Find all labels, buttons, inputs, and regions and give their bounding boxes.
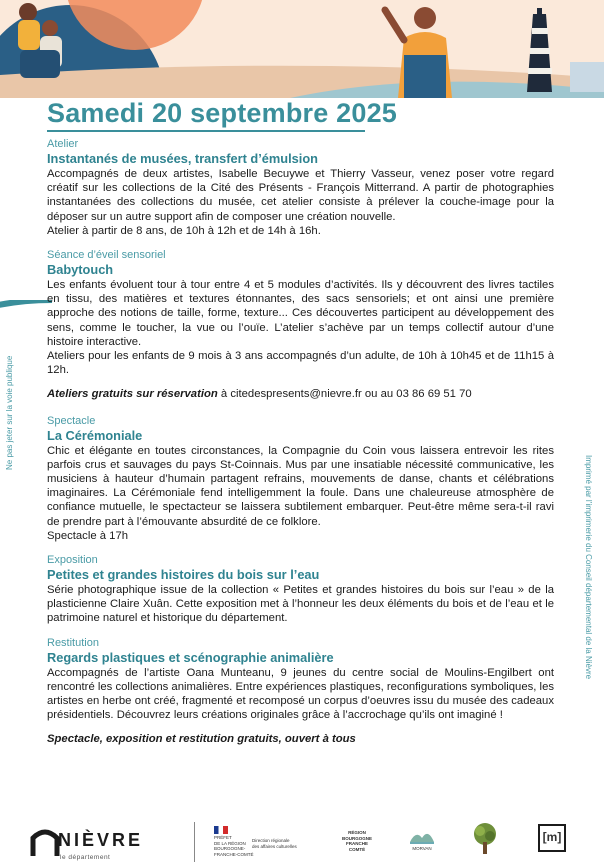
- prefet-line: BOURGOGNE-: [214, 846, 246, 851]
- section-body: [47, 444, 554, 543]
- region-line: RÉGION: [348, 830, 366, 835]
- section-category: Restitution: [47, 636, 99, 649]
- footer-divider: [194, 822, 195, 862]
- header-illustration: [0, 0, 604, 98]
- side-text-right: Imprimé par l’imprimerie du Conseil départemental de la Nièvre: [584, 455, 593, 680]
- region-line: COMTÉ: [348, 846, 366, 852]
- paragraph: Les enfants évoluent tour à tour entre 4 et 5 modules d’activités. Ils y découvrent des livres tactiles en tissu, des matières et textures étonnantes, des sacs sensoriels; et ont ainsi une première approche des notions de taille, forme, texture... Ces découvertes participent au développement des sens, comme le toucher, la vue ou l’ouïe. L’atelier s’achève par un temps collectif autour d’une histoire interactive.: [47, 279, 554, 348]
- closing-note: Spectacle, exposition et restitution gratuits, ouvert à tous: [47, 733, 356, 746]
- section-category: Atelier: [47, 138, 79, 150]
- section-body: [47, 583, 554, 626]
- drac-line: Direction régionale: [252, 838, 290, 843]
- free-workshops-line: [47, 387, 554, 401]
- side-text-left: Ne pas jeter sur la voie publique: [5, 355, 14, 470]
- footer-logos: [0, 818, 604, 868]
- drac-line: des affaires culturelles: [252, 843, 297, 849]
- tree-icon: [472, 822, 498, 856]
- section-babytouch: [47, 248, 554, 377]
- region-logo: [342, 830, 372, 852]
- nievre-logo: [30, 828, 160, 864]
- prefet-logo: [214, 826, 254, 857]
- section-body: [47, 278, 554, 377]
- m-logo-box: [m]: [538, 824, 566, 852]
- program-content: [47, 137, 554, 747]
- section-body: [47, 167, 554, 238]
- section-heading: Babytouch: [47, 262, 114, 278]
- section-restitution: [47, 636, 554, 723]
- section-category: Séance d’éveil sensoriel: [47, 249, 166, 262]
- section-exposition: [47, 553, 554, 626]
- paragraph: Ateliers pour les enfants de 9 mois à 3 ans accompagnés d’un adulte, de 10h à 10h45 et de 11h15 à 12h.: [47, 350, 554, 377]
- section-atelier: [47, 137, 554, 238]
- paragraph: Accompagnés de l’artiste Oana Munteanu, 9 jeunes du centre social de Moulins-Engilbert ont rencontré les collections animalières. Entre expériences plastiques, reconfigurations symboliques, les artistes en herbe ont créé, fragmenté et recomposé un corpus d’oeuvres issu du musée des cadeaux présidentiels. Découvrez leurs créations originales grâce à l’accrochage qu’ils ont imaginé !: [47, 666, 554, 722]
- morvan-logo: [410, 826, 434, 851]
- tree-logo: [472, 822, 498, 858]
- nievre-n-icon: [30, 828, 60, 858]
- page-title: Samedi 20 septembre 2025: [47, 98, 397, 128]
- illustration-svg: [0, 0, 604, 98]
- section-category: Spectacle: [47, 414, 96, 427]
- nievre-wordmark: NIÈVRE: [58, 830, 144, 850]
- prefet-line: PRÉFET: [214, 835, 232, 840]
- french-flag-icon: [214, 826, 228, 834]
- title-underline: [47, 130, 365, 132]
- booking-contact[interactable]: à citedespresents@nievre.fr ou au 03 86 69 51 70: [217, 388, 472, 401]
- free-workshops-label: Ateliers gratuits sur réservation: [47, 388, 218, 401]
- paragraph: Accompagnés de deux artistes, Isabelle Becuywe et Thierry Vasseur, venez poser votre regard créatif sur les collections de la Cité des Présents - François Mitterrand. A partir de photographies instantanées des collections du musée, cet atelier consiste à prélever la couche-image pour la déposer sur un autre support afin de composer une création nouvelle.: [47, 168, 554, 223]
- section-heading: Regards plastiques et scénographie animalière: [47, 649, 334, 665]
- section-heading: Instantanés de musées, transfert d’émulsion: [47, 151, 318, 166]
- paragraph: Série photographique issue de la collection « Petites et grandes histoires du bois sur l’eau » de la plasticienne Claire Xuân. Cette exposition met à l’honneur les deux éléments du bois et de l’eau et le patrimoine naturel et historique du département.: [47, 584, 554, 625]
- section-category: Exposition: [47, 554, 98, 567]
- prefet-line: FRANCHE-COMTÉ: [214, 851, 254, 857]
- section-body: [47, 666, 554, 723]
- paragraph: Atelier à partir de 8 ans, de 10h à 12h et de 14h à 16h.: [47, 224, 321, 237]
- paragraph: Chic et élégante en toutes circonstances, la Compagnie du Coin vous laissera entrevoir les rites parfois crus et sauvages du pays St-Coinnais. Mus par une insatiable nécessité communicative, les musiciens à hauteur d’humain partagent refrains, mouvements de danse, chants et célébrations imaginaires. La Cérémoniale fend intelligemment la foule. Dans une chaleureuse atmosphère de confiance mutuelle, le spectacteur se laissera subtilement embarquer. Peut-être même sera-t-il ravi de prendre part à l’émouvante absurdité de ce folklore.: [47, 444, 554, 528]
- section-heading: Petites et grandes histoires du bois sur l’eau: [47, 567, 320, 583]
- nievre-tagline: le département: [60, 854, 111, 861]
- paragraph: Spectacle à 17h: [47, 529, 129, 542]
- morvan-label: MORVAN: [412, 845, 432, 851]
- region-line: BOURGOGNE: [342, 835, 373, 841]
- m-logo: [538, 824, 566, 852]
- houses-shape: [570, 62, 604, 92]
- region-line: FRANCHE: [346, 841, 368, 846]
- drac-label: [252, 838, 297, 849]
- section-heading: La Cérémoniale: [47, 427, 143, 443]
- morvan-hills-icon: [410, 826, 434, 844]
- prefet-line: DE LA RÉGION: [214, 840, 246, 846]
- section-spectacle: [47, 414, 554, 543]
